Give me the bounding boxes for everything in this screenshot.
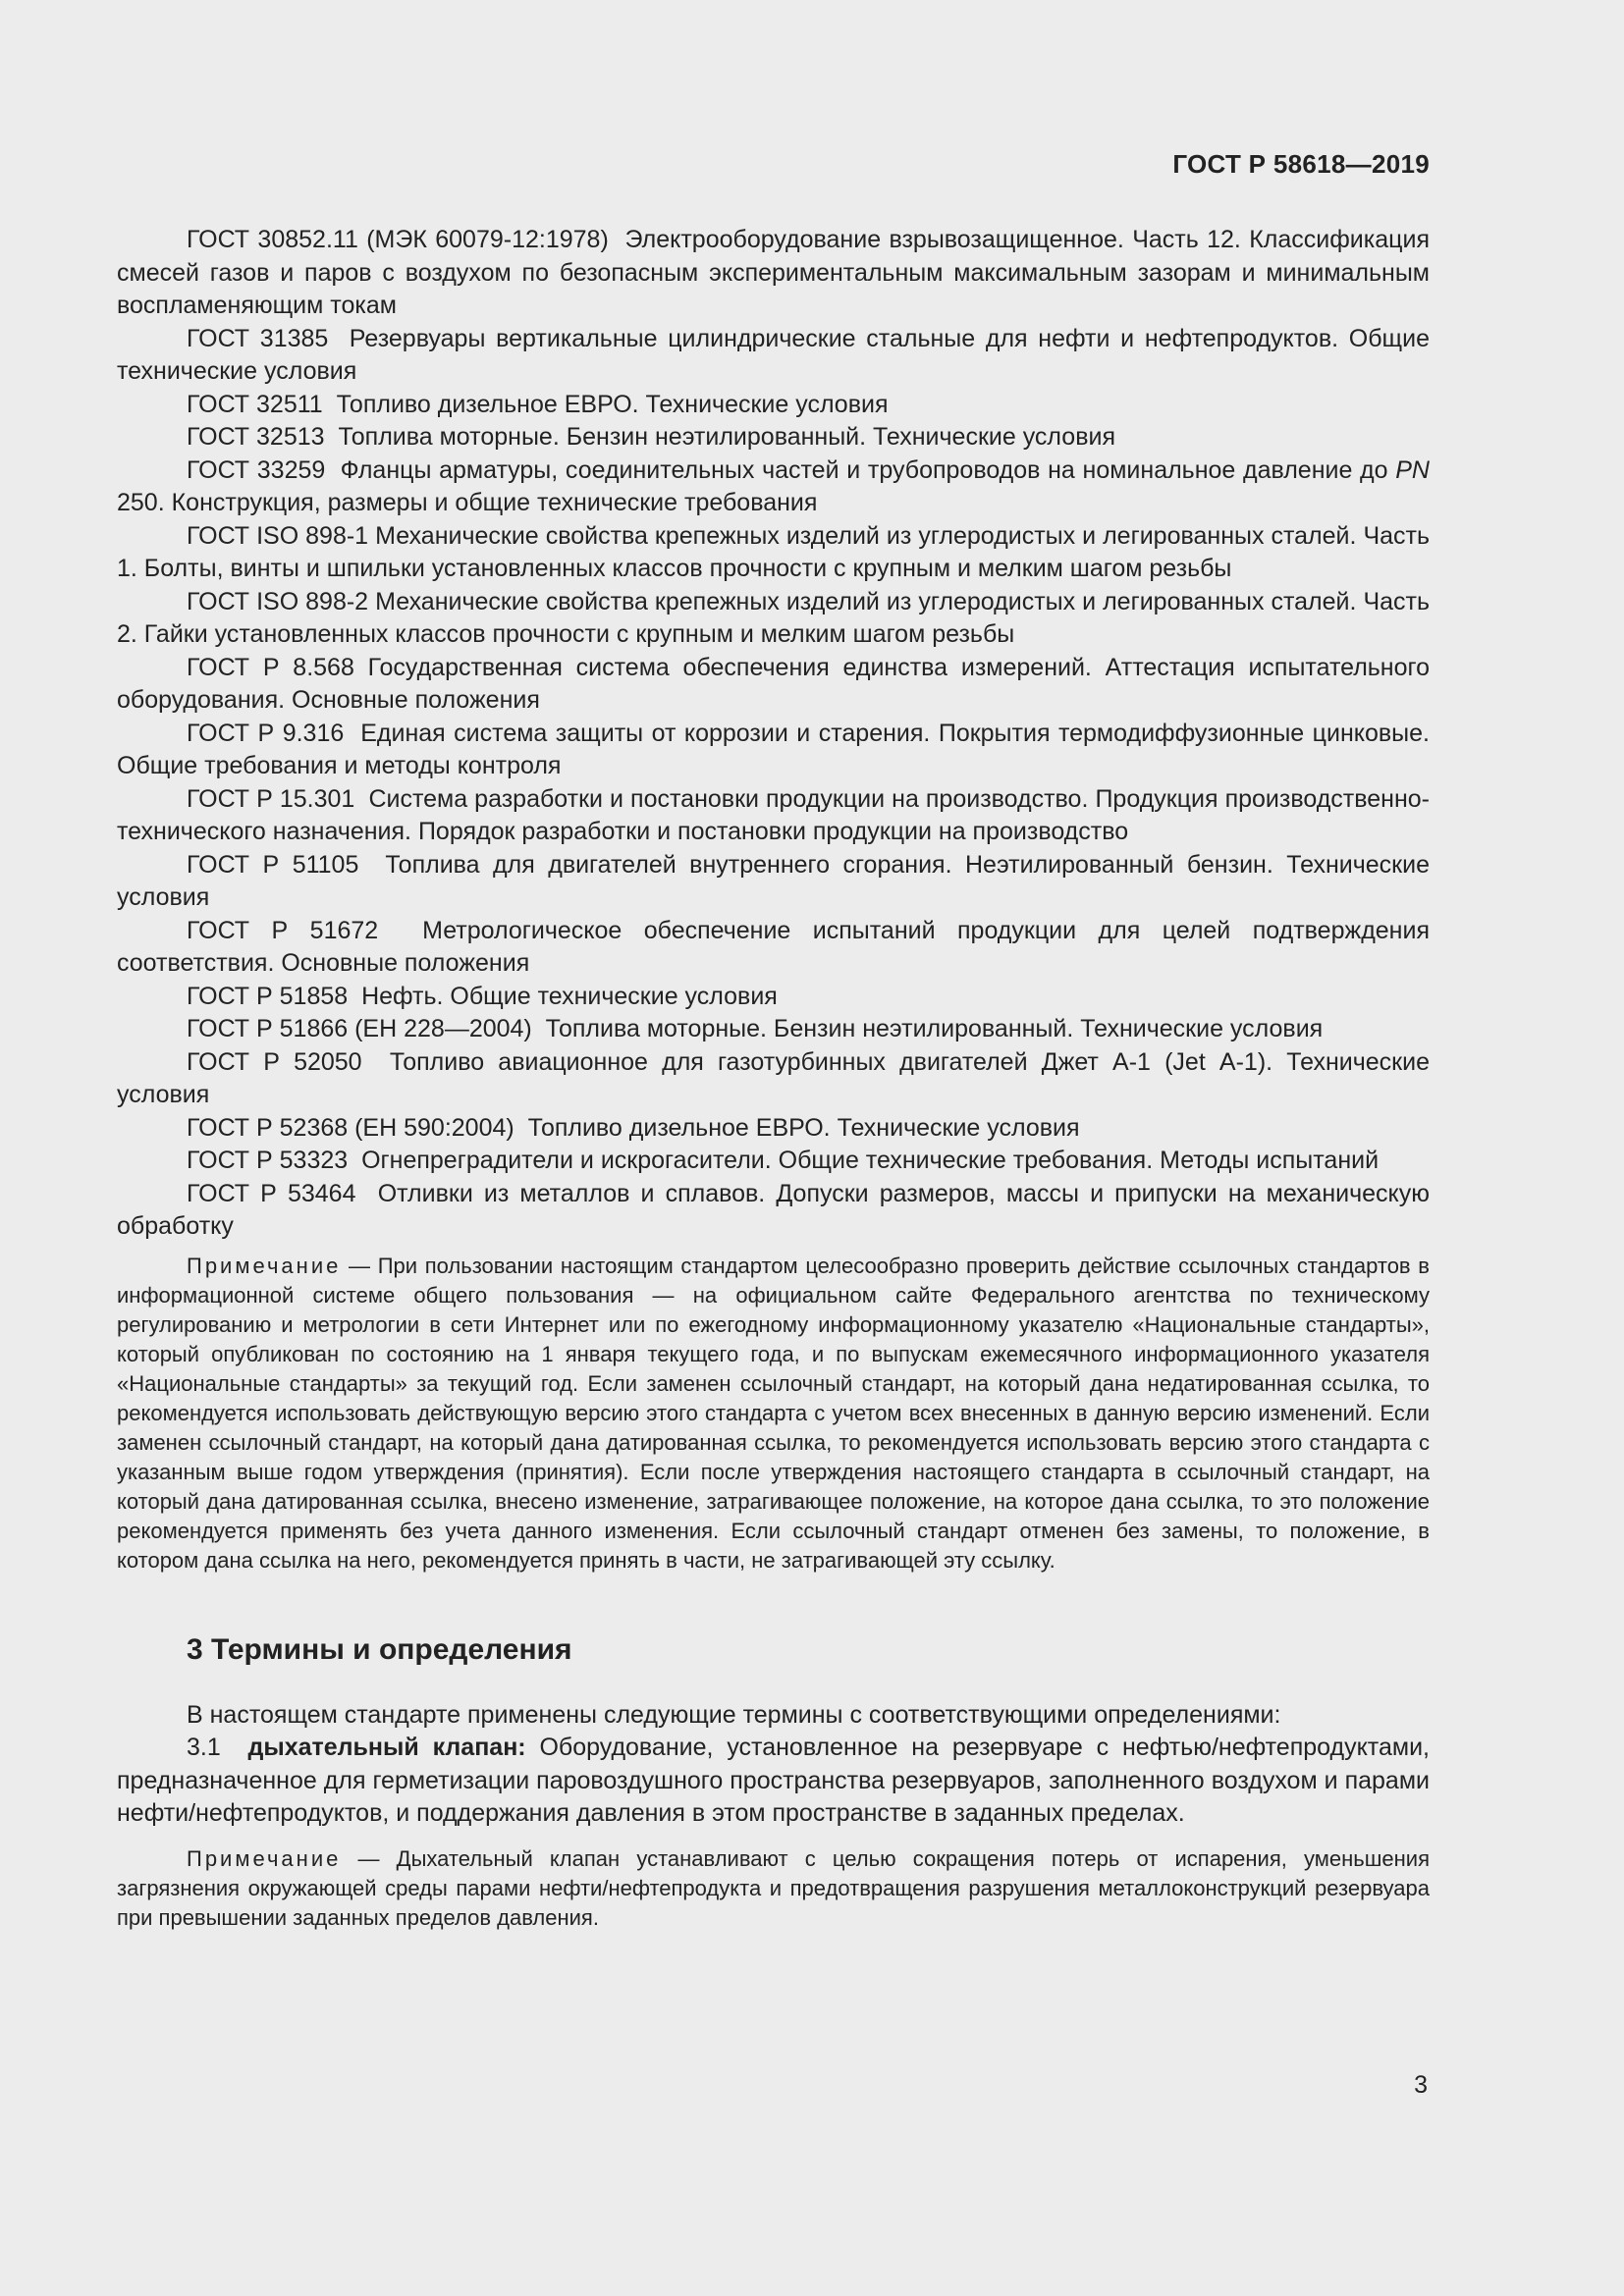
reference-title: Топливо дизельное ЕВРО. Технические условия [527, 1113, 1080, 1142]
reference-title: Единая система защиты от коррозии и старения. Покрытия термодиффузионные цинковые. Общие требования и методы контроля [117, 719, 1430, 779]
reference-item [117, 1013, 1430, 1046]
reference-item [117, 1145, 1430, 1178]
reference-item [117, 454, 1430, 520]
note-label: Примечание [187, 1253, 342, 1278]
reference-item [117, 981, 1430, 1014]
reference-item [117, 520, 1430, 586]
reference-code: ГОСТ Р 51105 [187, 850, 359, 879]
reference-code: ГОСТ 31385 [187, 324, 329, 352]
reference-code: ГОСТ Р 53323 [187, 1147, 349, 1174]
section-intro: В настоящем стандарте применены следующие термины с соответствующими определениями: [187, 1700, 1281, 1729]
reference-item [117, 1046, 1430, 1112]
term-note [117, 1844, 1430, 1933]
page-number: 3 [1414, 2071, 1428, 2099]
reference-list [117, 224, 1430, 1244]
note-text: — При пользовании настоящим стандартом целесообразно проверить действие ссылочных стандартов в информационной системе общего пользования — на официальном сайте Федерального агентства по техническому регулированию и метрологии в сети Интернет или по ежегодному информационному указателю «Национальные стандарты», который опубликован по состоянию на 1 января текущего года, и по выпускам ежемесячного информационного указателя «Национальные стандарты» за текущий год. Если заменен ссылочный стандарт, на который дана недатированная ссылка, то рекомендуется использовать действующую версию этого стандарта с учетом всех внесенных в данную версию изменений. Если заменен ссылочный стандарт, на который дана датированная ссылка, то рекомендуется использовать версию этого стандарта с указанным выше годом утверждения (принятия). Если после утверждения настоящего стандарта в ссылочный стандарт, на который дана датированная ссылка, внесено изменение, затрагивающее положение, на которое дана ссылка, то это положение рекомендуется применять без учета данного изменения. Если ссылочный стандарт отменен без замены, то положение, в котором дана ссылка на него, рекомендуется принять в части, не затрагивающей эту ссылку. [117, 1253, 1430, 1573]
reference-item [117, 421, 1430, 454]
reference-code: ГОСТ Р 8.568 [187, 653, 354, 681]
reference-title: Топливо дизельное ЕВРО. Технические условия [336, 390, 889, 418]
reference-code: ГОСТ 33259 [187, 455, 326, 484]
reference-title: Метрологическое обеспечение испытаний продукции для целей подтверждения соответствия. Основные положения [117, 916, 1430, 977]
reference-code: ГОСТ Р 51858 [187, 982, 349, 1010]
reference-item [117, 586, 1430, 652]
reference-item [117, 718, 1430, 783]
reference-title: Электрооборудование взрывозащищенное. Часть 12. Классификация смесей газов и паров с воздухом по безопасным экспериментальным максимальным зазорам и минимальным воспламеняющим токам [117, 226, 1430, 319]
reference-title: Топливо авиационное для газотурбинных двигателей Джет А-1 (Jet А-1). Технические условия [117, 1047, 1430, 1108]
reference-item [117, 849, 1430, 915]
reference-code: ГОСТ Р 52368 (ЕН 590:2004) [187, 1113, 514, 1142]
document-id-header: ГОСТ Р 58618—2019 [1172, 149, 1430, 179]
reference-item [117, 652, 1430, 718]
reference-item [117, 1112, 1430, 1146]
term-name: дыхательный клапан: [247, 1734, 526, 1761]
section-3-title: 3 Термины и определения [187, 1632, 572, 1666]
reference-code: ГОСТ Р 51672 [187, 916, 379, 944]
reference-item [117, 389, 1430, 422]
reference-code: ГОСТ ISO 898-2 [187, 587, 369, 615]
reference-code: ГОСТ ISO 898-1 [187, 521, 369, 550]
reference-code: ГОСТ Р 51866 (ЕН 228—2004) [187, 1015, 532, 1042]
references-note [117, 1252, 1430, 1575]
reference-code: ГОСТ 30852.11 (МЭК 60079-12:1978) [187, 226, 609, 253]
reference-title-italic: PN [1395, 455, 1430, 484]
term-definition-text: Оборудование, установленное на резервуаре с нефтью/нефтепродуктами, предназначенное для герметизации паровоздушного пространства резервуаров, заполненного воздухом и парами нефти/нефтепродуктов, и поддержания давления в этом пространстве в заданных пределах. [117, 1734, 1430, 1827]
reference-title: Резервуары вертикальные цилиндрические стальные для нефти и нефтепродуктов. Общие технические условия [117, 324, 1430, 385]
reference-title: Нефть. Общие технические условия [361, 982, 778, 1010]
reference-title: Топлива моторные. Бензин неэтилированный. Технические условия [338, 423, 1115, 451]
reference-title: Государственная система обеспечения единства измерений. Аттестация испытательного оборудования. Основные положения [117, 653, 1430, 714]
reference-item [117, 323, 1430, 389]
reference-item [117, 915, 1430, 981]
reference-title: Механические свойства крепежных изделий из углеродистых и легированных сталей. Часть 2. Гайки установленных классов прочности с крупным и мелким шагом резьбы [117, 587, 1430, 648]
term-definition [117, 1732, 1430, 1831]
reference-code: ГОСТ Р 52050 [187, 1047, 362, 1076]
reference-code: ГОСТ 32513 [187, 423, 325, 451]
reference-code: ГОСТ Р 9.316 [187, 719, 345, 747]
reference-title: Фланцы арматуры, соединительных частей и трубопроводов на номинальное давление до [340, 455, 1396, 484]
reference-title: Отливки из металлов и сплавов. Допуски размеров, массы и припуски на механическую обработку [117, 1179, 1430, 1240]
note-label: Примечание [187, 1845, 342, 1871]
reference-title: Огнепреградители и искрогасители. Общие технические требования. Методы испытаний [361, 1147, 1380, 1174]
reference-code: ГОСТ 32511 [187, 390, 323, 418]
note-text: — Дыхательный клапан устанавливают с целью сокращения потерь от испарения, уменьшения загрязнения окружающей среды парами нефти/нефтепродукта и предотвращения разрушения металлоконструкций резервуара при превышении заданных пределов давления. [117, 1845, 1430, 1930]
reference-code: ГОСТ Р 15.301 [187, 784, 355, 813]
page-content [117, 224, 1430, 1933]
reference-title: Топлива моторные. Бензин неэтилированный. Технические условия [545, 1015, 1324, 1042]
reference-item [117, 224, 1430, 323]
reference-title: Механические свойства крепежных изделий из углеродистых и легированных сталей. Часть 1. Болты, винты и шпильки установленных классов прочности с крупным и мелким шагом резьбы [117, 521, 1430, 582]
reference-code: ГОСТ Р 53464 [187, 1179, 356, 1207]
reference-title-cont: 250. Конструкция, размеры и общие технические требования [117, 489, 818, 516]
reference-item [117, 1178, 1430, 1244]
term-number: 3.1 [187, 1734, 221, 1761]
reference-title: Топлива для двигателей внутреннего сгорания. Неэтилированный бензин. Технические условия [117, 850, 1430, 911]
reference-title: Система разработки и постановки продукции на производство. Продукция производственно-технического назначения. Порядок разработки и постановки продукции на производство [117, 784, 1430, 845]
reference-item [117, 783, 1430, 849]
